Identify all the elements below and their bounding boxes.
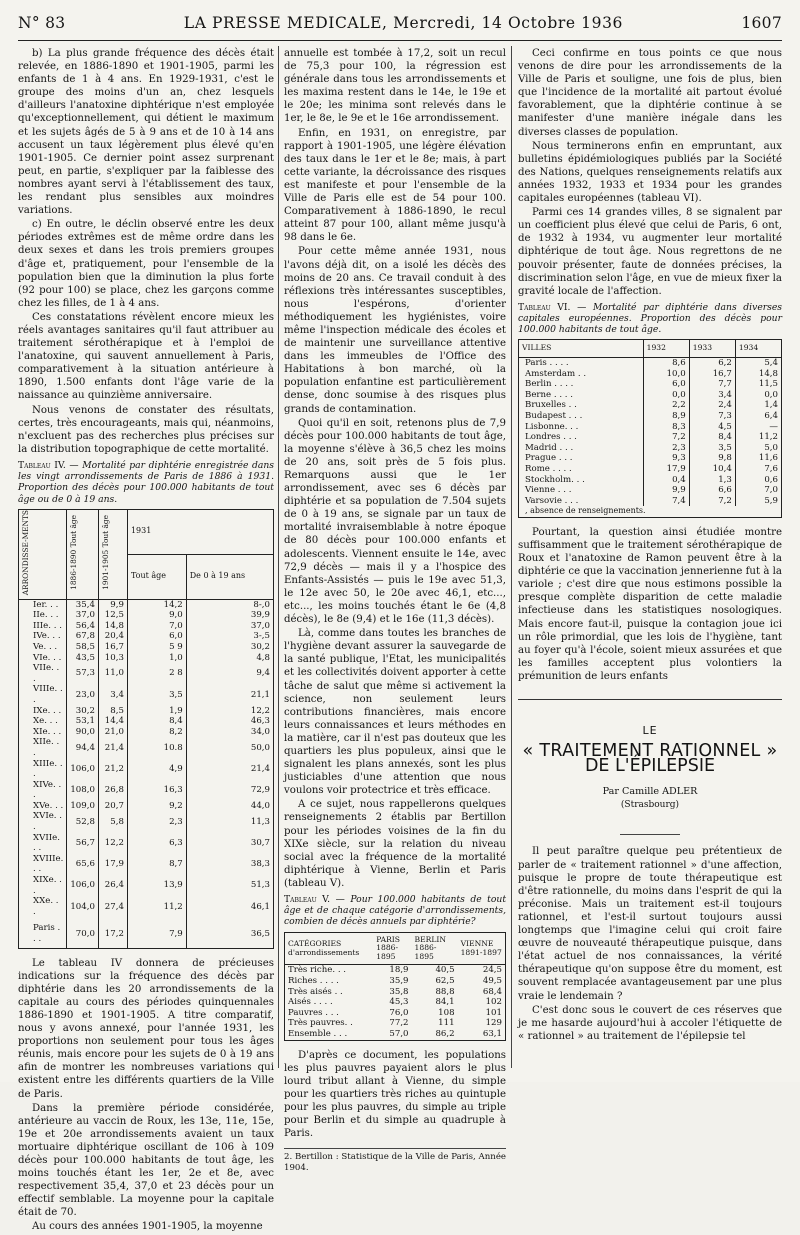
- row-label: Vienne . . .: [525, 485, 572, 496]
- table-cell: 52,8: [67, 811, 99, 832]
- header-tout-age: Tout âge: [127, 554, 186, 599]
- table-row: [285, 1018, 506, 1029]
- table-cell: 8-,0: [186, 599, 273, 610]
- table-row: [519, 464, 782, 475]
- table-cell: 1,9: [127, 706, 186, 717]
- paragraph: A ce sujet, nous rappellerons quelques renseignements 2 établis par Bertillon pour les périodes voisines de la fin du XIXe siècle, sur la relation du niveau social avec la fréquence de la mortalité diphtérique à Vienne, Berlin et Paris (tableau V).: [284, 799, 506, 889]
- table-cell: 2,4: [689, 400, 735, 411]
- table-cell: 7,7: [689, 379, 735, 390]
- row-label: Prague . . .: [525, 453, 573, 464]
- paragraph: Ces constatations révèlent encore mieux les réels avantages sanitaires qu'il faut attribuer au traitement sérothérapique et à l'emploi de l'anatoxine, qui sauvent annuellement à Paris, comparativement à la situation antérieure à 1890, 1.500 enfants dont l'âge varie de la naissance au quinzième anniversaire.: [18, 311, 274, 402]
- table-cell: 11,3: [186, 811, 273, 832]
- table-cell: 9,8: [689, 453, 735, 464]
- caption-text: — Pour 100.000 habitants de tout âge et de chaque catégorie d'arrondissements, combien de décès annuels par diphtérie?: [284, 894, 507, 928]
- row-label: IIe. . .: [33, 610, 59, 621]
- row-label: XIIIe. . .: [33, 758, 63, 780]
- table-row: [519, 390, 782, 401]
- table-cell: 86,2: [435, 1028, 455, 1039]
- table-cell: 7,3: [689, 411, 735, 422]
- row-label: XXe. . .: [33, 896, 59, 917]
- row-label: XIIe. . .: [33, 737, 60, 758]
- table-cell: 8,5: [98, 706, 127, 717]
- table-cell: 8,4: [689, 432, 735, 443]
- table-cell: 39,9: [186, 610, 273, 621]
- table-row: [519, 379, 782, 390]
- table-row: [19, 631, 274, 642]
- row-label: XIXe. . .: [33, 875, 62, 896]
- caption-text: — Mortalité par diphtérie dans diverses capitales européennes. Proportion des décès pour 100.000 habitants de tout âge.: [518, 301, 783, 336]
- header-arrondissements: ARRONDISSE-MENTS: [21, 509, 30, 596]
- table-row: [519, 475, 782, 486]
- table-cell: 12,2: [186, 706, 273, 717]
- table-cell: 4,9: [127, 759, 186, 780]
- table-cell: 7,9: [127, 917, 186, 948]
- article-rule: [620, 834, 680, 835]
- table-row: [19, 727, 274, 738]
- row-label: IVe. . .: [33, 631, 61, 642]
- table-cell: 8,4: [127, 716, 186, 727]
- row-label: XIe. . .: [33, 726, 62, 737]
- table-row: [519, 432, 782, 443]
- table-row: [519, 496, 782, 507]
- table-cell: 43,5: [67, 653, 99, 664]
- table-row: [285, 1029, 506, 1040]
- table-cell: 30,2: [186, 642, 273, 653]
- row-label: XVIIe. . .: [33, 832, 60, 854]
- table-cell: 63,1: [482, 1028, 502, 1039]
- table-cell: 35,9: [389, 975, 409, 986]
- table-cell: 56,4: [67, 621, 99, 632]
- table-cell: 106,0: [67, 759, 99, 780]
- caption-text: — Mortalité par diphtérie enregistrée dans les vingt arrondissements de Paris de 1886 à 1931. Proportion des décès pour 100.000 habitants de tout âge ou de 0 à 19 ans.: [18, 459, 275, 505]
- column-header: VILLES: [519, 340, 644, 358]
- table-row: [19, 653, 274, 664]
- table-cell: 3-,5: [186, 631, 273, 642]
- table-row: [19, 737, 274, 758]
- row-label: IIIe. . .: [33, 620, 62, 631]
- table-cell: 8,7: [127, 854, 186, 875]
- table-cell: 57,3: [67, 663, 99, 684]
- column-header: CATÉGORIES d'arrondissements: [285, 932, 374, 965]
- paragraph: Ceci confirme en tous points ce que nous venons de dire pour les arrondissements de la Ville de Paris et souligne, une fois de plus, bien que l'incidence de la mortalité ait partout évolué favorablement, que la diphtérie continue à se manifester d'une manière inégale dans les diverses classes de population.: [518, 48, 782, 138]
- article-affiliation: (Strasbourg): [620, 800, 680, 811]
- table-row: [19, 599, 274, 610]
- row-label: Rome . . . .: [525, 463, 572, 474]
- table-cell: 1,3: [689, 475, 735, 486]
- row-label: Londres . . .: [525, 432, 577, 443]
- paragraph: Dans la première période considérée, antérieure au vaccin de Roux, les 13e, 11e, 15e, 19e et 20e arrondissements avaient un taux mortuaire diphtérique oscillant de 106 à 109 décès pour 100.000 habitants de tout âge, les moins touchés étant les 1er, 2e et 8e, avec respectivement 35,4, 37,0 et 23 décès pour un effectif semblable. La moyenne pour la capitale était de 70.: [18, 1102, 274, 1219]
- paragraph: Parmi ces 14 grandes villes, 8 se signalent par un coefficient plus élevé que celui de Paris, 6 ont, de 1932 à 1934, vu augmenter leur mortalité diphtérique de tout âge. Nous regrettons de ne pouvoir présenter, faute de données précises, la discrimination selon l'âge, en vue de mieux fixer la gravité locale de l'affection.: [518, 207, 782, 297]
- table-6-body: [519, 357, 782, 517]
- column-header: VIENNE 1891-1897: [458, 932, 506, 965]
- table-cell: 14,4: [98, 716, 127, 727]
- column-divider: [511, 46, 512, 1068]
- table-row: [19, 833, 274, 854]
- table-cell: 8,2: [127, 727, 186, 738]
- table-cell: 5 9: [127, 642, 186, 653]
- table-cell: 18,9: [389, 965, 409, 976]
- table-row: [19, 663, 274, 684]
- table-cell: 62,5: [435, 975, 455, 986]
- table-row: [519, 443, 782, 454]
- table-cell: 14,2: [127, 599, 186, 610]
- table-cell: 8,9: [643, 411, 689, 422]
- table-cell: 16,3: [127, 780, 186, 801]
- table-label: Tableau IV.: [18, 459, 66, 471]
- row-label: Stockholm. . .: [525, 474, 585, 485]
- page-header: [18, 14, 782, 38]
- paragraph: annuelle est tombée à 17,2, soit un recul de 75,3 pour 100, la régression est générale dans tous les arrondissements et les maxima restent dans le 14e, le 19e et le 20e; les minima sont relevés dans le 1er, le 8e, le 9e et le 16e arrondissement.: [284, 48, 506, 125]
- table-row: [19, 642, 274, 653]
- row-label: Berne . . . .: [525, 389, 573, 400]
- table-cell: 10.8: [127, 737, 186, 758]
- table-cell: 11,2: [735, 432, 781, 443]
- table-cell: 21,1: [186, 684, 273, 705]
- table-row: [19, 610, 274, 621]
- table-cell: 7,2: [689, 496, 735, 507]
- table-cell: 6,2: [689, 357, 735, 368]
- table-label: Tableau VI.: [518, 301, 571, 313]
- table-cell: 34,0: [186, 727, 273, 738]
- table-cell: 40,5: [435, 965, 455, 976]
- article-title-line-2: DE L'ÉPILEPSIE: [584, 756, 716, 777]
- table-cell: 58,5: [67, 642, 99, 653]
- table-cell: 9,4: [186, 663, 273, 684]
- table-cell: —: [735, 422, 781, 433]
- table-row: [19, 759, 274, 780]
- table-cell: 5,8: [98, 811, 127, 832]
- table-cell: 9,9: [98, 599, 127, 610]
- table-cell: 11,6: [735, 453, 781, 464]
- table-cell: 21,2: [98, 759, 127, 780]
- table-row: [19, 811, 274, 832]
- table-row: [519, 411, 782, 422]
- table-row: [519, 369, 782, 380]
- table-cell: 46,1: [186, 896, 273, 917]
- table-cell: 9,3: [643, 453, 689, 464]
- paragraph: Enfin, en 1931, on enregistre, par rapport à 1901-1905, une légère élévation des taux dans le 1er et le 8e; mais, à part cette variante, la décroissance des risques est manifeste et pour l'ensemble de la Ville de Paris elle est de 54 pour 100. Comparativement à 1886-1890, le recul atteint 87 pour 100, allant même jusqu'à 98 dans le 6e.: [284, 127, 506, 244]
- table-cell: 10,4: [689, 464, 735, 475]
- table-cell: 5,4: [735, 357, 781, 368]
- table-cell: 0,6: [735, 475, 781, 486]
- table-cell: 57,0: [389, 1028, 409, 1039]
- table-cell: 0,4: [643, 475, 689, 486]
- table-cell: 2,2: [643, 400, 689, 411]
- table-cell: 49,5: [482, 975, 502, 986]
- table-cell: 24,5: [482, 965, 502, 976]
- row-label: Amsterdam . .: [525, 368, 587, 379]
- table-row: [19, 716, 274, 727]
- row-label: Berlin . . . .: [525, 379, 574, 390]
- table-cell: 50,0: [186, 737, 273, 758]
- table-cell: 21,0: [98, 727, 127, 738]
- table-cell: 102: [485, 997, 502, 1008]
- column-header: BERLIN 1886-1895: [412, 932, 458, 965]
- row-label: XVe. . .: [33, 800, 64, 811]
- table-total-row: [19, 917, 274, 948]
- row-label: XVIIIe. . .: [33, 853, 64, 875]
- table-cell: 1,0: [127, 653, 186, 664]
- table-cell: 3,5: [127, 684, 186, 705]
- table-4: [18, 509, 274, 949]
- table-cell: 129: [485, 1018, 502, 1029]
- table-row: [19, 706, 274, 717]
- table-cell: 0,0: [735, 390, 781, 401]
- table-cell: 30,2: [67, 706, 99, 717]
- table-row: [19, 684, 274, 705]
- table-row: [519, 453, 782, 464]
- paragraph: Pourtant, la question ainsi étudiée montre suffisamment que le traitement sérothérapique de Roux et l'anatoxine de Ramon peuvent être à la diphtérie ce que la vaccination jennerienne fut à la variole ; c'est dire que nous estimons possible la presque complète disparition de cette maladie infectieuse dans les statistiques nosologiques. Mais encore faut-il, puisque la contagion joue ici un rôle primordial, que les lois de l'hygiène, tant au foyer qu'à l'école, soient mieux assurées et que les familles acceptent plus volontiers la prémunition de leurs enfants: [518, 526, 782, 682]
- row-label: Riches . . . .: [288, 975, 339, 986]
- paragraph: Il peut paraître quelque peu prétentieux de parler de « traitement rationnel » d'une affection, puisque le propre de toute thérapeutique est d'être rationnelle, du moins dans l'esprit de qui la préconise. Mais un traitement est-il toujours rationnel, et l'est-il surtout toujours aussi longtemps que l'imagine celui qui croit faire œuvre de nouveauté thérapeutique puisque, dans l'état actuel de nos connaissances, la vérité thérapeutique qu'on suppose être du moment, est souvent remplacée avantageusement par une plus vraie le lendemain ?: [518, 846, 782, 1002]
- row-label: Bruxelles . .: [525, 400, 577, 411]
- table-cell: 7,4: [643, 496, 689, 507]
- row-label: XVIe. . .: [33, 811, 62, 833]
- paragraph: D'après ce document, les populations les plus pauvres payaient alors le plus lourd tribut allant à Vienne, du simple pour les quartiers très riches au quintuple pour les plus pauvres, du simple au triple pour Berlin et du simple au quadruple à Paris.: [284, 1049, 506, 1140]
- table-cell: 21,4: [98, 737, 127, 758]
- table-row: [285, 976, 506, 987]
- table-row: [519, 485, 782, 496]
- paragraph: Nous venons de constater des résultats, certes, très encourageants, mais qui, néanmoins, n'excluent pas des recherches plus précises sur la distribution topographique de cette mortalité.: [18, 404, 274, 455]
- journal-title: LA PRESSE MEDICALE, Mercredi, 14 Octobre 1936: [183, 14, 624, 32]
- table-cell: 3,4: [689, 390, 735, 401]
- table-cell: 10,0: [643, 369, 689, 380]
- table-note: , absence de renseignements.: [525, 506, 646, 516]
- table-cell: 9,0: [127, 610, 186, 621]
- table-cell: 11,0: [98, 663, 127, 684]
- table-cell: 17,9: [98, 854, 127, 875]
- table-cell: 4,8: [186, 653, 273, 664]
- table-cell: 37,0: [186, 621, 273, 632]
- table-cell: 7,0: [735, 485, 781, 496]
- article-byline: Par Camille ADLER: [602, 786, 698, 798]
- table-cell: 20,4: [98, 631, 127, 642]
- table-cell: 7,2: [643, 432, 689, 443]
- table-row: [285, 987, 506, 998]
- table-5-body: [285, 965, 506, 1040]
- table-cell: 5,0: [735, 443, 781, 454]
- table-cell: 23,0: [67, 684, 99, 705]
- table-cell: 0,0: [643, 390, 689, 401]
- table-row: [19, 875, 274, 896]
- paragraph: Pour cette même année 1931, nous l'avons déjà dit, on a isolé les décès des moins de 20 ans. Ce travail conduit à des réflexions très intéressantes susceptibles, nous l'espérons, d'orienter méthodiquement les hygiénistes, voire même l'inspection médicale des écoles et de maintenir une surveillance attentive dans les immeubles de l'Office des Habitations à bon marché, où la population enfantine est particulièrement dense, donc soumise à des risques plus grands de contamination.: [284, 246, 506, 415]
- paragraph: Le tableau IV donnera de précieuses indications sur la fréquence des décès par diphtérie dans les 20 arrondissements de la capitale au cours des périodes quinquennales 1886-1890 et 1901-1905. A titre comparatif, nous y avons annexé, pour l'année 1931, les proportions non seulement pour tous les âges réunis, mais encore pour les sujets de 0 à 19 ans afin de montrer les nombreuses variations qui existent entre les différents quartiers de la Ville de Paris.: [18, 957, 274, 1100]
- row-label: Madrid . . .: [525, 442, 574, 453]
- table-cell: 65,6: [67, 854, 99, 875]
- table-cell: 77,2: [389, 1018, 409, 1029]
- table-5-caption: [284, 894, 506, 928]
- table-5: [284, 932, 506, 1041]
- row-label: Très aisés . .: [288, 986, 343, 997]
- table-cell: 6,0: [127, 631, 186, 642]
- column-2: [284, 47, 506, 1174]
- table-row: [19, 621, 274, 632]
- table-row: [19, 801, 274, 812]
- article-title-line-1: « TRAITEMENT RATIONNEL »: [522, 741, 778, 762]
- table-cell: 108,0: [67, 780, 99, 801]
- table-cell: 3,5: [689, 443, 735, 454]
- column-divider: [278, 46, 279, 1068]
- row-label: Lisbonne. . .: [525, 421, 579, 432]
- table-cell: 37,0: [67, 610, 99, 621]
- table-cell: 11,2: [127, 896, 186, 917]
- table-cell: 5,9: [735, 496, 781, 507]
- table-cell: 46,3: [186, 716, 273, 727]
- table-cell: 12,5: [98, 610, 127, 621]
- paragraph: Au cours des années 1901-1905, la moyenne: [32, 1221, 263, 1233]
- table-row: [285, 1008, 506, 1019]
- table-row: [519, 422, 782, 433]
- table-row: [519, 357, 782, 368]
- table-cell: 56,7: [67, 833, 99, 854]
- page-number: 1607: [741, 14, 782, 32]
- paragraph: Quoi qu'il en soit, retenons plus de 7,9 décès pour 100.000 habitants de tout âge, la moyenne s'élève à 36,5 chez les moins de 20 ans, soit près de 5 fois plus. Remarquons aussi que le 1er arrondissement, avec ses 6 décès par diphtérie et sa population de 7.504 sujets de 0 à 19 ans, se signale par un taux de mortalité invraisemblable à notre époque de 80 décès pour 100.000 enfants et adolescents. Viennent ensuite le 14e, avec 72,9 décès — mais il y a l'hospice des Enfants-Assistés — puis le 19e avec 51,3, le 12e avec 50, le 20e avec 46,1, etc..., etc..., les moins touchés étant le 6e (4,8 décès), le 8e (9,4) et le 16e (11,3 décès).: [284, 417, 506, 626]
- header-1901-1905: 1901-1905 Tout âge: [100, 514, 110, 590]
- column-header: 1932: [643, 340, 689, 358]
- table-cell: 70,0: [67, 917, 99, 948]
- table-cell: 45,3: [389, 997, 409, 1008]
- row-label: IXe. . .: [33, 705, 62, 716]
- row-label: VIIe. . .: [33, 663, 60, 684]
- table-cell: 88,8: [435, 986, 455, 997]
- row-label: Varsovie . . .: [525, 495, 579, 506]
- row-label: Xe. . .: [33, 716, 58, 727]
- table-cell: 4,5: [689, 422, 735, 433]
- footnote: 2. Bertillon : Statistique de la Ville de Paris, Année 1904.: [284, 1148, 506, 1173]
- table-cell: 2 8: [127, 663, 186, 684]
- row-label: Ensemble . . .: [288, 1028, 348, 1039]
- header-1931: 1931: [127, 509, 273, 554]
- table-6-caption: [518, 302, 782, 336]
- table-cell: 10,3: [98, 653, 127, 664]
- row-label: Paris . . .: [33, 923, 61, 945]
- table-cell: 8,3: [643, 422, 689, 433]
- header-0-19: De 0 à 19 ans: [186, 554, 273, 599]
- table-cell: 109,0: [67, 801, 99, 812]
- row-label: Très pauvres. .: [288, 1018, 353, 1029]
- table-cell: 14,8: [735, 369, 781, 380]
- table-cell: 16,7: [689, 369, 735, 380]
- table-cell: 13,9: [127, 875, 186, 896]
- table-cell: 6,0: [643, 379, 689, 390]
- table-row: [19, 780, 274, 801]
- header-rule: [18, 40, 782, 41]
- table-cell: 7,0: [127, 621, 186, 632]
- table-cell: 2,3: [643, 443, 689, 454]
- table-cell: 35,8: [389, 986, 409, 997]
- table-cell: 26,8: [98, 780, 127, 801]
- paragraph: Nous terminerons enfin en empruntant, aux bulletins épidémiologiques publiés par la Société des Nations, quelques renseignements relatifs aux années 1932, 1933 et 1934 pour les grandes capitales européennes (tableau VI).: [518, 140, 782, 205]
- table-cell: 6,3: [127, 833, 186, 854]
- table-cell: 101: [485, 1007, 502, 1018]
- column-header: PARIS 1886-1895: [373, 932, 411, 965]
- row-label: Ier. . .: [33, 599, 59, 610]
- table-cell: 111: [438, 1018, 455, 1029]
- table-cell: 26,4: [98, 875, 127, 896]
- article-kicker: LE: [642, 724, 658, 738]
- table-cell: 90,0: [67, 727, 99, 738]
- row-label: Très riche. . .: [288, 965, 347, 976]
- table-cell: 35,4: [67, 599, 99, 610]
- table-cell: 108: [438, 1007, 455, 1018]
- row-label: XIVe. . .: [33, 779, 62, 801]
- table-cell: 68,4: [482, 986, 502, 997]
- column-header: 1934: [735, 340, 781, 358]
- header-1886-1890: 1886-1890 Tout âge: [69, 514, 79, 590]
- table-label: Tableau V.: [284, 894, 331, 905]
- column-3: [518, 47, 782, 1044]
- table-cell: 17,9: [643, 464, 689, 475]
- table-cell: 36,5: [186, 917, 273, 948]
- paragraph: Là, comme dans toutes les branches de l'hygiène devant assurer la sauvegarde de la santé publique, l'Etat, les municipalités et les collectivités doivent apporter à cette tâche de salut que même si activement la science, non seulement leurs contributions financières, mais encore leurs connaissances et leurs méthodes en la matière, car il n'est pas douteux que les quartiers les plus populeux, ainsi que le signalent les plans annexés, sont les plus justiciables d'une attention que nous voulons voir protectrice et très efficace.: [284, 628, 506, 797]
- table-cell: 27,4: [98, 896, 127, 917]
- table-cell: 9,2: [127, 801, 186, 812]
- row-label: VIe. . .: [33, 652, 62, 663]
- table-row: [285, 965, 506, 976]
- issue-number: N° 83: [18, 14, 66, 32]
- table-4-caption: [18, 460, 274, 505]
- table-cell: 8,6: [643, 357, 689, 368]
- table-6: [518, 339, 782, 518]
- table-cell: 72,9: [186, 780, 273, 801]
- table-cell: 104,0: [67, 896, 99, 917]
- table-row: [285, 997, 506, 1008]
- table-row: [519, 400, 782, 411]
- table-cell: 12,2: [98, 833, 127, 854]
- table-cell: 16,7: [98, 642, 127, 653]
- table-cell: 14,8: [98, 621, 127, 632]
- table-cell: 53,1: [67, 716, 99, 727]
- row-label: Aisés . . . .: [288, 997, 333, 1008]
- paragraph: b) La plus grande fréquence des décès était relevée, en 1886-1890 et 1901-1905, parmi les enfants de 1 à 4 ans. En 1929-1931, c'est le groupe des moins d'un an, chez lesquels d'ailleurs l'anatoxine diphtérique n'est employée qu'exceptionnellement, qui détient le maximum et les sujets âgés de 5 à 9 ans et de 10 à 14 ans accusent un taux légèrement plus élevé qu'en 1901-1905. Ce dernier point assez surprenant peut, en partie, s'expliquer par la faiblesse des nombres ayant servi à l'établissement des taux, les rendant plus sensibles aux moindres variations.: [18, 48, 274, 217]
- paragraph: C'est donc sous le couvert de ces réserves que je me hasarde aujourd'hui à accoler l'étiquette de « rationnel » au traitement de l'épilepsie tel: [518, 1004, 782, 1042]
- table-cell: 106,0: [67, 875, 99, 896]
- table-cell: 17,2: [98, 917, 127, 948]
- table-cell: 6,4: [735, 411, 781, 422]
- table-cell: 30,7: [186, 833, 273, 854]
- table-cell: 11,5: [735, 379, 781, 390]
- table-cell: 21,4: [186, 759, 273, 780]
- column-header: 1933: [689, 340, 735, 358]
- row-label: Paris . . . .: [525, 357, 569, 368]
- table-cell: 84,1: [435, 997, 455, 1008]
- table-cell: 44,0: [186, 801, 273, 812]
- paragraph: c) En outre, le déclin observé entre les deux périodes extrêmes est de même ordre dans les deux sexes et dans les trois premiers groupes d'âge et, pratiquement, pour l'ensemble de la population bien que la diminution la plus forte (92 pour 100) se place, chez les garçons comme chez les filles, de 1 à 4 ans.: [18, 219, 274, 309]
- row-label: Ve. . .: [33, 641, 58, 652]
- table-cell: 2,3: [127, 811, 186, 832]
- table-cell: 9,9: [643, 485, 689, 496]
- row-label: Budapest . . .: [525, 410, 583, 421]
- table-row: [19, 854, 274, 875]
- table-cell: 67,8: [67, 631, 99, 642]
- table-row: [19, 896, 274, 917]
- table-4-body: [19, 599, 274, 948]
- row-label: VIIIe. . .: [33, 684, 63, 705]
- column-1: [18, 47, 274, 1235]
- table-cell: 51,3: [186, 875, 273, 896]
- article-heading: [518, 699, 782, 835]
- table-cell: 6,6: [689, 485, 735, 496]
- table-cell: 3,4: [98, 684, 127, 705]
- table-cell: 7,6: [735, 464, 781, 475]
- table-cell: 38,3: [186, 854, 273, 875]
- table-cell: 20,7: [98, 801, 127, 812]
- table-cell: 76,0: [389, 1007, 409, 1018]
- table-cell: 1,4: [735, 400, 781, 411]
- row-label: Pauvres . . .: [288, 1007, 339, 1018]
- table-cell: 94,4: [67, 737, 99, 758]
